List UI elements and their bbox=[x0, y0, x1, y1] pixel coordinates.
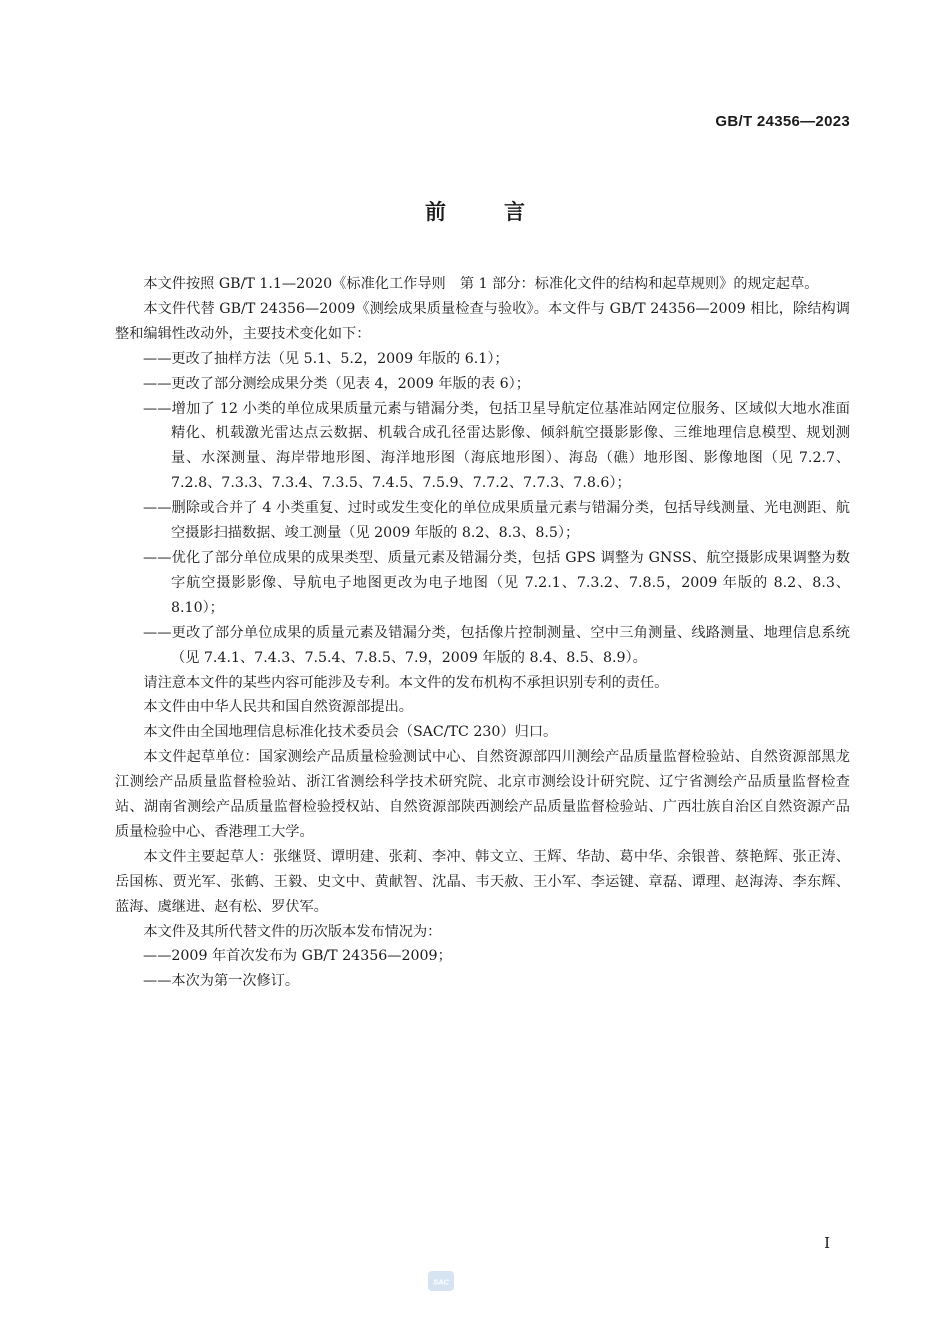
change-item: ——优化了部分单位成果的成果类型、质量元素及错漏分类，包括 GPS 调整为 GNSS、航空摄影成果调整为数字航空摄影影像、导航电子地图更改为电子地图（见 7.2.1、7.3.2、7.8.5，2009 年版的 8.2、8.3、8.10）； bbox=[143, 549, 850, 616]
change-item: ——删除或合并了 4 小类重复、过时或发生变化的单位成果质量元素与错漏分类，包括导线测量、光电测距、航空摄影扫描数据、竣工测量（见 2009 年版的 8.2、8.3、8.5）； bbox=[143, 500, 850, 542]
paragraph-committee: 本文件由全国地理信息标准化技术委员会（SAC/TC 230）归口。 bbox=[143, 724, 558, 741]
history-item: ——2009 年首次发布为 GB/T 24356—2009； bbox=[143, 948, 452, 965]
paragraph-patent-notice: 请注意本文件的某些内容可能涉及专利。本文件的发布机构不承担识别专利的责任。 bbox=[143, 674, 669, 691]
paragraph-proposer: 本文件由中华人民共和国自然资源部提出。 bbox=[143, 699, 413, 716]
paragraph-drafting-units: 本文件起草单位：国家测绘产品质量检验测试中心、自然资源部四川测绘产品质量监督检验站、自然资源部黑龙江测绘产品质量监督检验站、浙江省测绘科学技术研究院、北京市测绘设计研究院、辽宁省测绘产品质量监督检查站、湖南省测绘产品质量监督检验授权站、自然资源部陕西测绘产品质量监督检验站、广西壮族自治区自然资源产品质量检验中心、香港理工大学。 bbox=[115, 749, 850, 840]
sac-logo-icon bbox=[427, 1270, 455, 1292]
foreword-body bbox=[115, 272, 850, 994]
change-item: ——更改了部分单位成果的质量元素及错漏分类，包括像片控制测量、空中三角测量、线路测量、地理信息系统（见 7.4.1、7.4.3、7.5.4、7.8.5、7.9，2009 年版的 8.4、8.5、8.9）。 bbox=[143, 624, 850, 666]
page-number: I bbox=[824, 1234, 830, 1252]
title-char-2: 言 bbox=[504, 200, 525, 224]
change-item: ——更改了抽样方法（见 5.1、5.2，2009 年版的 6.1）； bbox=[143, 350, 509, 367]
paragraph-drafting-rules: 本文件按照 GB/T 1.1—2020《标准化工作导则 第 1 部分：标准化文件的结构和起草规则》的规定起草。 bbox=[143, 276, 819, 292]
document-code: GB/T 24356—2023 bbox=[715, 113, 850, 130]
change-item: ——增加了 12 小类的单位成果质量元素与错漏分类，包括卫星导航定位基准站网定位服务、区域似大地水准面精化、机载激光雷达点云数据、机载合成孔径雷达影像、倾斜航空摄影影像、三维地理信息模型、规划测量、水深测量、海岸带地形图、海洋地形图（海底地形图）、海岛（礁）地形图、影像地图（见 7.2.7、7.2.8、7.3.3、7.3.4、7.3.5、7.4.5、7.5.9、7.7.2、7.7.3、7.8.6）； bbox=[143, 400, 850, 492]
paragraph-version-history: 本文件及其所代替文件的历次版本发布情况为： bbox=[143, 923, 442, 940]
paragraph-replacement: 本文件代替 GB/T 24356—2009《测绘成果质量检查与验收》。本文件与 GB/T 24356—2009 相比，除结构调整和编辑性改动外，主要技术变化如下： bbox=[115, 300, 850, 342]
page-title bbox=[0, 196, 950, 226]
history-item: ——本次为第一次修订。 bbox=[143, 973, 300, 990]
paragraph-drafters: 本文件主要起草人：张继贤、谭明建、张莉、李冲、韩文立、王辉、华劼、葛中华、余银普、蔡艳辉、张正涛、岳国栋、贾光军、张鹤、王毅、史文中、黄献智、沈晶、韦天赦、王小军、李运键、章磊、谭理、赵海涛、李东辉、蓝海、虞继进、赵有松、罗伏军。 bbox=[115, 848, 850, 915]
sac-logo-text: SAC bbox=[433, 1277, 449, 1287]
title-char-1: 前 bbox=[425, 200, 446, 224]
change-item: ——更改了部分测绘成果分类（见表 4，2009 年版的表 6）； bbox=[143, 375, 530, 392]
